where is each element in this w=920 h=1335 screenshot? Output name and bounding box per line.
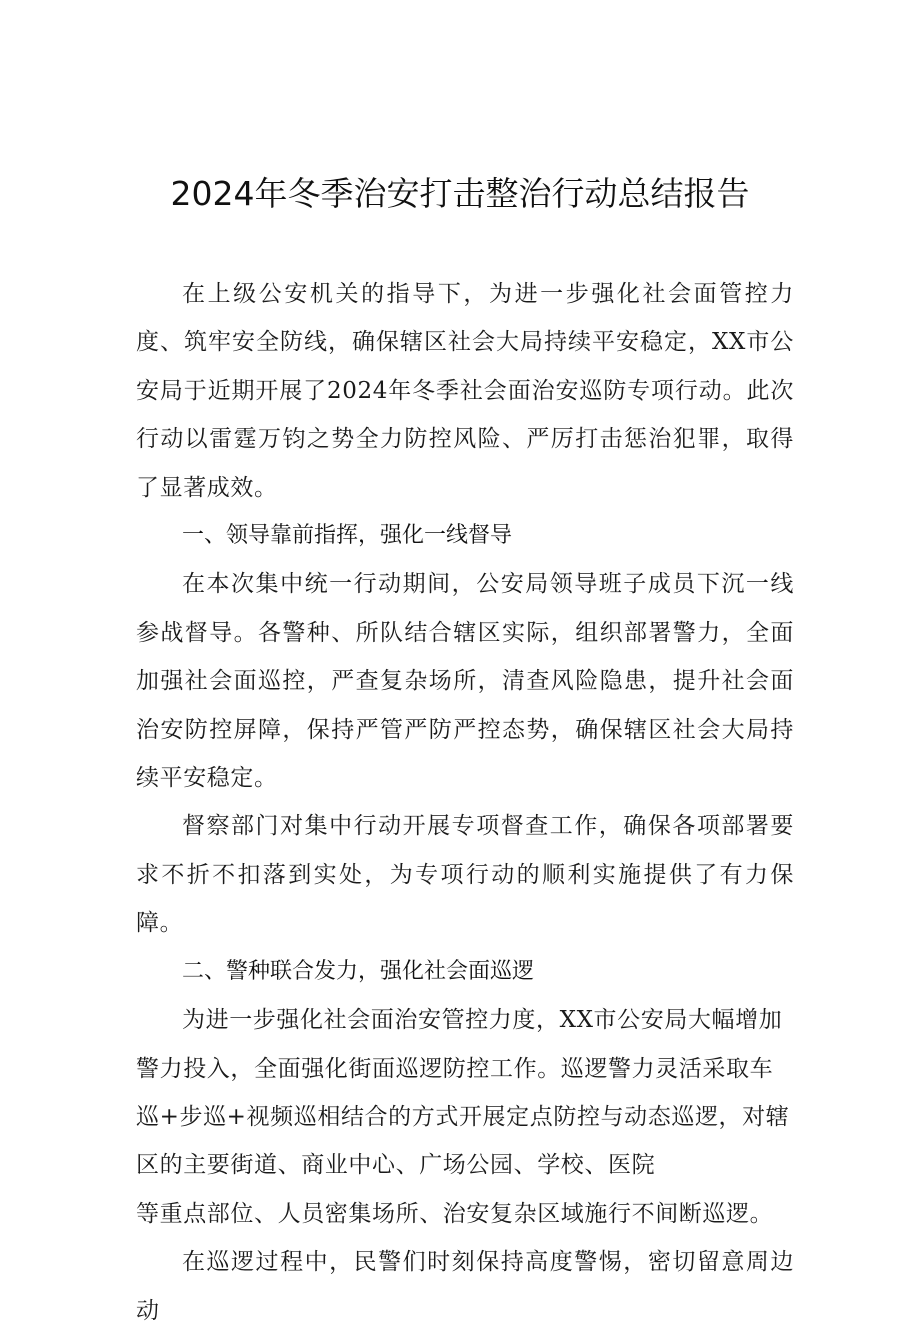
paragraph-patrol: 为进一步强化社会面治安管控力度，XX市公安局大幅增加警力投入，全面强化街面巡逻防控工作。巡逻警力灵活采取车巡+步巡+视频巡相结合的方式开展定点防控与动态巡逻，对辖区的主要街道、商业中心、广场公园、学校、医院 xyxy=(136,1007,790,1179)
paragraph-intro: 在上级公安机关的指导下，为进一步强化社会面管控力度、筑牢安全防线，确保辖区社会大局持续平安稳定，XX市公安局于近期开展了2024年冬季社会面治安巡防专项行动。此次行动以雷霆万钧之势全力防控风险、严厉打击惩治犯罪，取得了显著成效。 xyxy=(136,281,794,501)
section-heading-1: 一、领导靠前指挥，强化一线督导 xyxy=(182,523,513,549)
paragraph-vigilance: 在巡逻过程中，民警们时刻保持高度警惕，密切留意周边动 xyxy=(136,1249,794,1324)
document-body xyxy=(136,270,794,1335)
document-title: 2024年冬季治安打击整治行动总结报告 xyxy=(170,174,750,213)
paragraph-patrol-continued: 等重点部位、人员密集场所、治安复杂区域施行不间断巡逻。 xyxy=(136,1200,774,1227)
section-heading-2: 二、警种联合发力，强化社会面巡逻 xyxy=(182,958,535,984)
paragraph-inspection: 督察部门对集中行动开展专项督查工作，确保各项部署要求不折不扣落到实处，为专项行动的顺利实施提供了有力保障。 xyxy=(136,813,794,937)
paragraph-leadership: 在本次集中统一行动期间，公安局领导班子成员下沉一线参战督导。各警种、所队结合辖区实际，组织部署警力，全面加强社会面巡控，严查复杂场所，清查风险隐患，提升社会面治安防控屏障，保持严管严防严控态势，确保辖区社会大局持续平安稳定。 xyxy=(136,571,794,792)
